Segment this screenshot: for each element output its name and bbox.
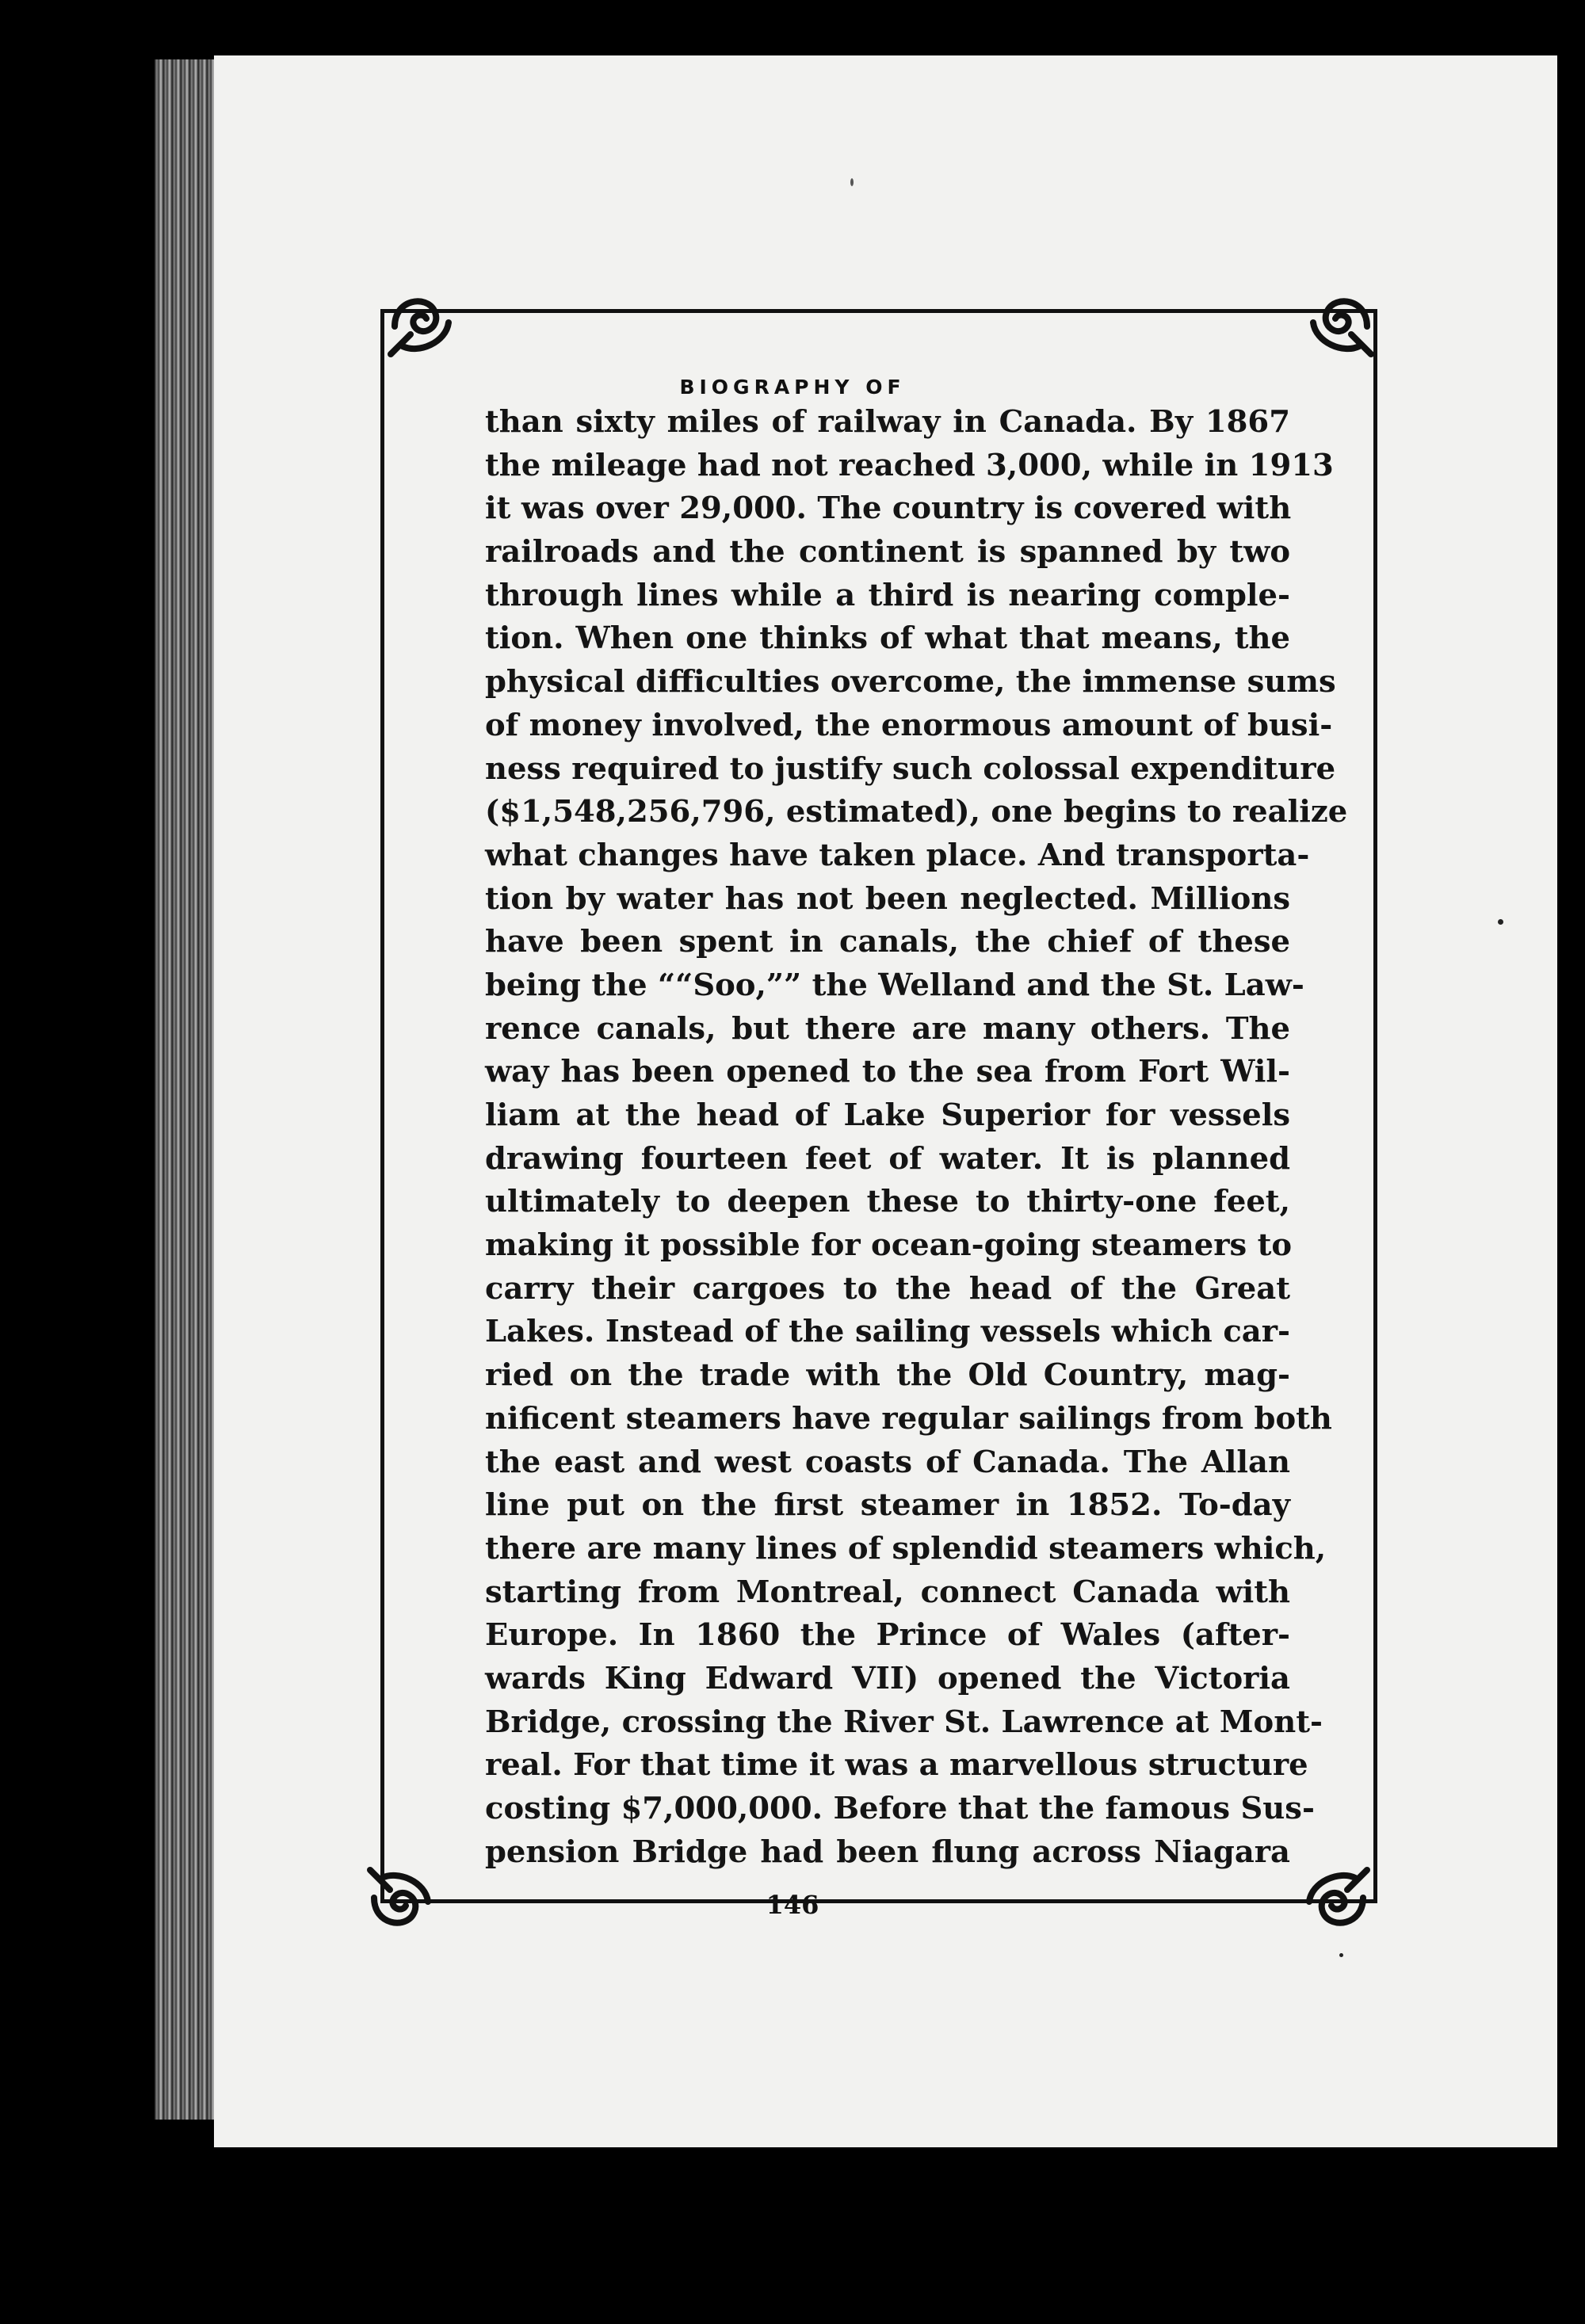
text-line: through lines while a third is nearing comple- (485, 577, 1290, 613)
text-line: tion by water has not been neglected. Millions (485, 880, 1290, 917)
text-line: making it possible for ocean-going steamers to (485, 1227, 1293, 1264)
body-text (485, 401, 1348, 1874)
text-line: than sixty miles of railway in Canada. By 1867 (485, 404, 1290, 440)
text-line: have been spent in canals, the chief of these (485, 924, 1290, 960)
text-line: of money involved, the enormous amount of busi- (485, 707, 1333, 743)
text-line: being the ““Soo,”” the Welland and the St. Law- (485, 967, 1304, 1003)
running-head: BIOGRAPHY OF (679, 376, 906, 399)
text-line: tion. When one thinks of what that means, the (485, 620, 1290, 657)
text-line: physical difficulties overcome, the immense sums (485, 664, 1336, 700)
text-line: pension Bridge had been flung across Niagara (485, 1834, 1290, 1870)
text-line: liam at the head of Lake Superior for vessels (485, 1097, 1290, 1133)
scan-speck (1339, 1953, 1343, 1957)
text-line: Lakes. Instead of the sailing vessels which car- (485, 1314, 1290, 1350)
text-line: nificent steamers have regular sailings from both (485, 1400, 1332, 1437)
text-line: carry their cargoes to the head of the Great (485, 1270, 1290, 1307)
scroll-ornament-icon (1296, 279, 1383, 366)
scroll-ornament-icon (379, 279, 466, 366)
text-line: what changes have taken place. And transporta- (485, 837, 1310, 873)
text-line: ultimately to deepen these to thirty-one feet, (485, 1184, 1290, 1220)
text-line: the mileage had not reached 3,000, while in 1913 (485, 447, 1334, 483)
scan-speck (850, 178, 854, 186)
text-line: ried on the trade with the Old Country, mag- (485, 1357, 1290, 1394)
text-line: Bridge, crossing the River St. Lawrence at Mont- (485, 1704, 1323, 1740)
text-line: way has been opened to the sea from Fort Wil- (485, 1054, 1290, 1090)
text-line: Europe. In 1860 the Prince of Wales (after- (485, 1617, 1290, 1654)
text-line: rence canals, but there are many others. The (485, 1010, 1290, 1047)
scan-speck (1498, 919, 1503, 925)
text-line: ($1,548,256,796, estimated), one begins to realize (485, 794, 1348, 830)
scan-right-margin (1557, 0, 1585, 2324)
page-number: 146 (766, 1890, 819, 1920)
text-line: railroads and the continent is spanned by two (485, 534, 1290, 571)
text-line: drawing fourteen feet of water. It is planned (485, 1140, 1290, 1177)
text-line: real. For that time it was a marvellous structure (485, 1747, 1308, 1784)
text-line: the east and west coasts of Canada. The Allan (485, 1444, 1290, 1480)
text-line: line put on the first steamer in 1852. To-day (485, 1487, 1290, 1524)
text-line: costing $7,000,000. Before that the famous Sus- (485, 1791, 1315, 1826)
text-line: it was over 29,000. The country is covered with (485, 490, 1292, 527)
text-line: starting from Montreal, connect Canada with (485, 1574, 1290, 1610)
text-line: ness required to justify such colossal expenditure (485, 750, 1336, 787)
text-line: wards King Edward VII) opened the Victoria (485, 1660, 1290, 1696)
text-line: there are many lines of splendid steamers which, (485, 1530, 1327, 1567)
